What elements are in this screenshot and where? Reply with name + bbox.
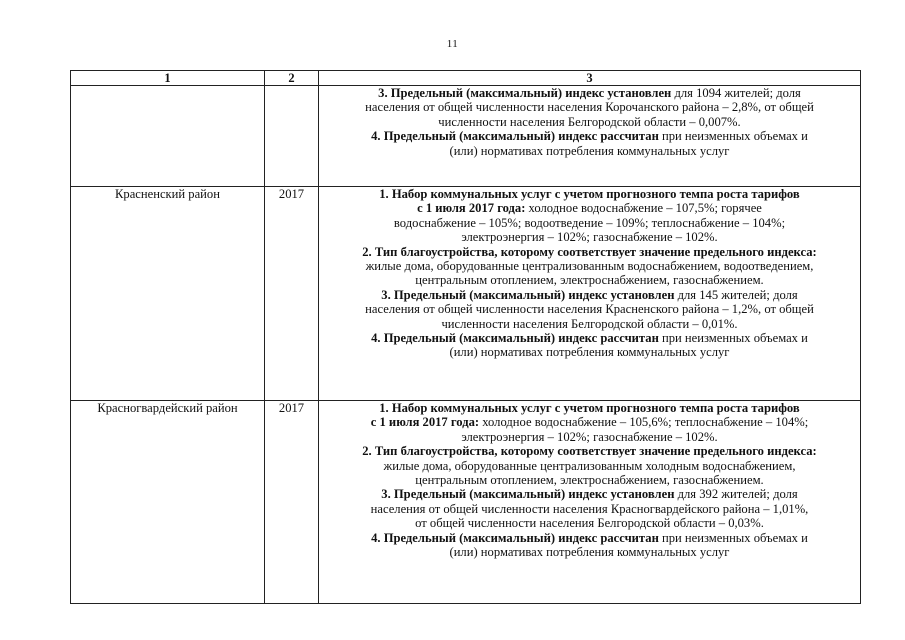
description-line-text: при неизменных объемах и (658, 530, 808, 545)
description-line-text: (или) нормативах потребления коммунальных услуг (449, 345, 730, 360)
year-cell: 2017 (265, 187, 319, 401)
header-col-2: 2 (265, 71, 319, 86)
description-line (322, 216, 857, 230)
description-line (322, 259, 857, 273)
description-line (322, 288, 857, 302)
description-line-text: жилые дома, оборудованные централизованным холодным водоснабжением, (383, 458, 796, 473)
description-line (322, 531, 857, 545)
description-line-bold: 2. Тип благоустройства, которому соответствует значение предельного индекса: (362, 244, 817, 259)
description-line (322, 317, 857, 331)
description-line (322, 115, 857, 129)
description-line (322, 444, 857, 458)
description-line (322, 331, 857, 345)
description-cell (319, 86, 861, 187)
description-line-text: населения от общей численности населения Корочанского района – 2,8%, от общей (365, 100, 814, 115)
description-line (322, 273, 857, 287)
description-cell (319, 187, 861, 401)
description-line-bold: с 1 июля 2017 года: (370, 415, 480, 430)
description-line-bold: 1. Набор коммунальных услуг с учетом прогнозного темпа роста тарифов (379, 187, 800, 201)
description-line-text: электроэнергия – 102%; газоснабжение – 102%. (461, 230, 718, 245)
table-row (71, 401, 861, 604)
description-line-bold: 3. Предельный (максимальный) индекс установлен (381, 487, 675, 502)
table-row (71, 86, 861, 187)
description-line-text: для 392 жителей; доля (674, 487, 798, 502)
description-line (322, 401, 857, 415)
description-cell (319, 401, 861, 604)
district-cell: Красненский район (71, 187, 265, 401)
description-line (322, 502, 857, 516)
header-col-1: 1 (71, 71, 265, 86)
description-line (322, 302, 857, 316)
description-line (322, 345, 857, 359)
description-line (322, 430, 857, 444)
description-line-bold: 4. Предельный (максимальный) индекс рассчитан (371, 530, 659, 545)
description-line-text: холодное водоснабжение – 107,5%; горячее (525, 201, 762, 216)
table-header-row (71, 71, 861, 86)
description-line-text: при неизменных объемах и (658, 129, 808, 144)
description-line (322, 415, 857, 429)
description-line-text: центральным отоплением, электроснабжением, газоснабжением. (415, 473, 764, 488)
description-line (322, 487, 857, 501)
description-line-bold: 1. Набор коммунальных услуг с учетом прогнозного темпа роста тарифов (379, 401, 800, 415)
description-line (322, 129, 857, 143)
table-row (71, 187, 861, 401)
description-line-bold: 3. Предельный (максимальный) индекс установлен (381, 287, 675, 302)
description-line-text: (или) нормативах потребления коммунальных услуг (449, 143, 730, 158)
description-line (322, 230, 857, 244)
description-line-text: для 145 жителей; доля (674, 287, 798, 302)
description-line-text: (или) нормативах потребления коммунальных услуг (449, 545, 730, 560)
description-line-text: населения от общей численности населения Красногвардейского района – 1,01%, (370, 501, 809, 516)
header-col-3: 3 (319, 71, 861, 86)
tariff-index-table (70, 70, 861, 604)
year-cell: 2017 (265, 401, 319, 604)
description-line-text: электроэнергия – 102%; газоснабжение – 102%. (461, 429, 718, 444)
district-cell (71, 86, 265, 187)
description-line-text: центральным отоплением, электроснабжением, газоснабжением. (415, 273, 764, 288)
description-line (322, 245, 857, 259)
year-cell (265, 86, 319, 187)
description-line-text: численности населения Белгородской области – 0,007%. (438, 114, 741, 129)
description-line-text: водоснабжение – 105%; водоотведение – 109%; теплоснабжение – 104%; (393, 215, 786, 230)
description-line-text: холодное водоснабжение – 105,6%; теплоснабжение – 104%; (479, 415, 809, 430)
description-line-text: населения от общей численности населения Красненского района – 1,2%, от общей (365, 302, 814, 317)
description-line-bold: 2. Тип благоустройства, которому соответствует значение предельного индекса: (362, 444, 817, 459)
description-line-text: от общей численности населения Белгородской области – 0,03%. (415, 516, 764, 531)
description-line-text: для 1094 жителей; доля (671, 86, 801, 100)
description-line (322, 100, 857, 114)
description-line (322, 187, 857, 201)
description-line (322, 516, 857, 530)
description-line-text: жилые дома, оборудованные централизованным водоснабжением, водоотведением, (365, 259, 814, 274)
description-line (322, 201, 857, 215)
description-line-bold: 4. Предельный (максимальный) индекс рассчитан (371, 331, 659, 346)
description-line (322, 473, 857, 487)
description-line-bold: 3. Предельный (максимальный) индекс установлен (378, 86, 672, 100)
description-line (322, 459, 857, 473)
description-line-bold: 4. Предельный (максимальный) индекс рассчитан (371, 129, 659, 144)
description-line (322, 144, 857, 158)
page-number: 11 (446, 38, 459, 50)
description-line-text: численности населения Белгородской области – 0,01%. (441, 316, 738, 331)
description-line (322, 545, 857, 559)
description-line-bold: с 1 июля 2017 года: (417, 201, 526, 216)
description-line (322, 86, 857, 100)
district-cell: Красногвардейский район (71, 401, 265, 604)
description-line-text: при неизменных объемах и (658, 331, 808, 346)
